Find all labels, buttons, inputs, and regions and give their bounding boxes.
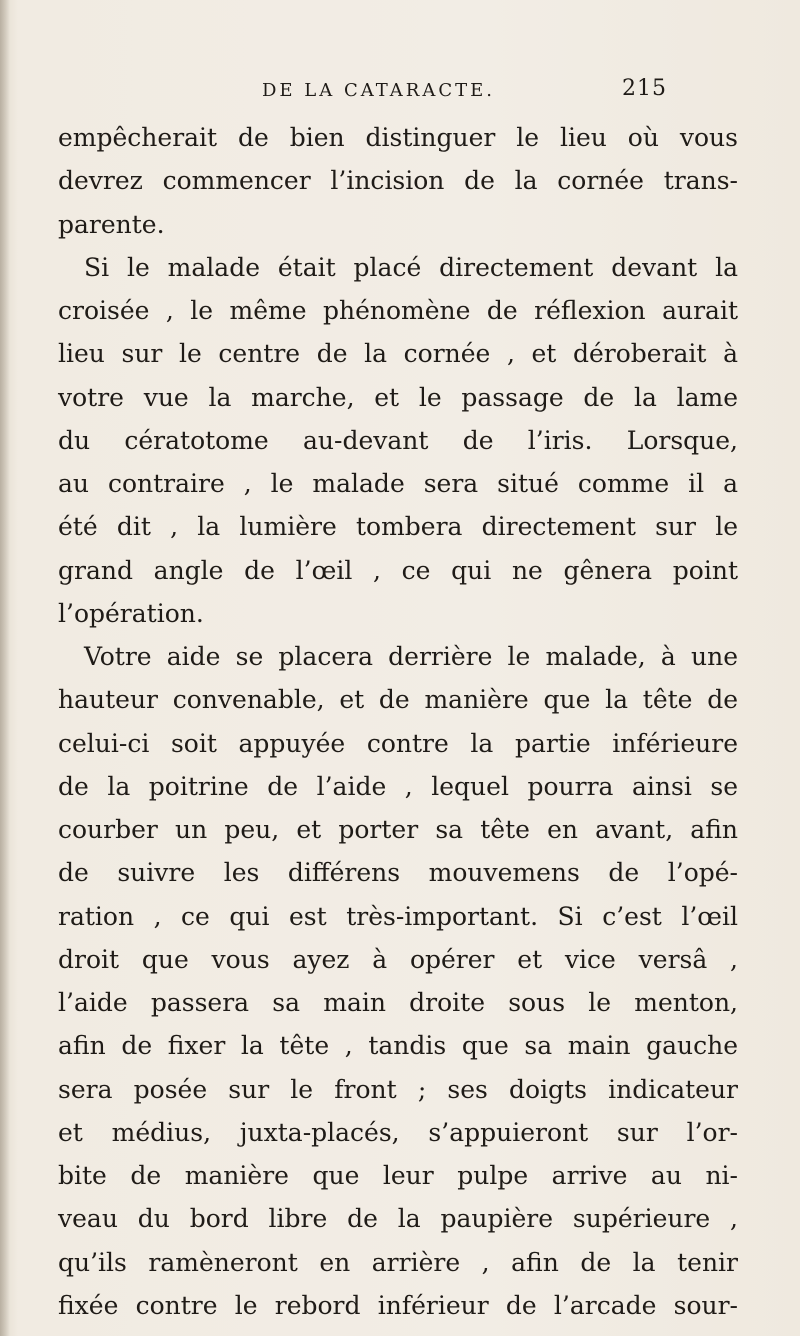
text-line: afin de fixer la tête , tandis que sa main gauche — [58, 1031, 738, 1061]
text-line: l’aide passera sa main droite sous le menton, — [58, 988, 738, 1017]
text-line: qu’ils ramèneront en arrière , afin de la tenir — [58, 1247, 738, 1277]
text-line: fixée contre le rebord inférieur de l’arcade sour- — [58, 1290, 738, 1320]
body-text — [58, 116, 738, 1327]
text-line: grand angle de l’œil , ce qui ne gênera point — [58, 555, 738, 585]
text-line: celui-ci soit appuyée contre la partie inférieure — [58, 728, 738, 758]
text-line: lieu sur le centre de la cornée , et déroberait à — [58, 339, 738, 369]
text-line: croisée , le même phénomène de réflexion aurait — [58, 296, 738, 325]
text-line: et médius, juxta-placés, s’appuieront sur l’or- — [58, 1117, 738, 1147]
running-head-title: DE LA CATARACTE. — [262, 80, 495, 101]
text-line: ration , ce qui est très-important. Si c’est l’œil — [58, 901, 738, 931]
text-line: l’opération. — [58, 598, 204, 628]
text-line: été dit , la lumière tombera directement sur le — [58, 512, 738, 542]
text-line: au contraire , le malade sera situé comme il a — [58, 469, 738, 498]
text-line: empêcherait de bien distinguer le lieu où vous — [58, 123, 738, 152]
text-line: de suivre les différens mouvemens de l’opé- — [58, 858, 738, 888]
page-number: 215 — [622, 76, 667, 101]
text-line: veau du bord libre de la paupière supérieure , — [58, 1204, 738, 1234]
text-line: parente. — [58, 209, 165, 239]
text-line: votre vue la marche, et le passage de la lame — [58, 382, 738, 412]
text-line: bite de manière que leur pulpe arrive au ni- — [58, 1161, 738, 1190]
text-line: devrez commencer l’incision de la cornée trans- — [58, 166, 738, 196]
text-line: courber un peu, et porter sa tête en avant, afin — [58, 815, 738, 844]
text-line: de la poitrine de l’aide , lequel pourra ainsi se — [58, 771, 738, 801]
text-line: sera posée sur le front ; ses doigts indicateur — [58, 1074, 738, 1104]
text-line: Si le malade était placé directement devant la — [84, 252, 738, 282]
text-line: hauteur convenable, et de manière que la tête de — [58, 685, 738, 715]
running-head — [262, 76, 682, 106]
text-line: Votre aide se placera derrière le malade, à une — [84, 642, 738, 671]
text-line: droit que vous ayez à opérer et vice versâ , — [58, 944, 738, 974]
page-gutter-shadow — [0, 0, 10, 1336]
text-line: du cératotome au-devant de l’iris. Lorsque, — [58, 425, 738, 455]
